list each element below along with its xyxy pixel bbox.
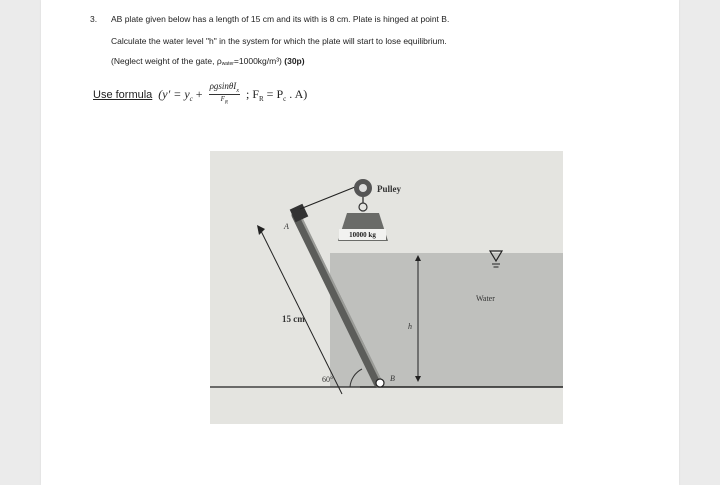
pulley-label: Pulley	[377, 184, 401, 194]
formula-sep: ; F	[242, 86, 259, 101]
gate-figure	[210, 151, 563, 424]
weight-label: 10000 kg	[349, 231, 376, 239]
formula-close: . A)	[286, 86, 308, 101]
point-a-label: A	[284, 222, 289, 231]
formula-open: (y′ = y	[158, 86, 190, 101]
angle-label: 60°	[322, 375, 334, 384]
formula-fr-sub: R	[259, 95, 264, 104]
point-b-label: B	[390, 374, 395, 383]
pulley-hub	[359, 184, 367, 192]
formula-eq: = P	[263, 86, 284, 101]
water-label: Water	[476, 294, 495, 303]
question-number: 3.	[90, 14, 98, 24]
question-line-1: AB plate given below has a length of 15 cm and its with is 8 cm. Plate is hinged at point B.	[111, 14, 450, 24]
question-line-3	[111, 56, 305, 67]
question-line-2: Calculate the water level "h" in the system for which the plate will start to lose equilibrium.	[111, 36, 447, 46]
formula-denominator: $F_R$	[220, 94, 228, 106]
line3-sub: water	[221, 61, 234, 67]
formula-plus: +	[192, 86, 206, 101]
h-label: h	[408, 322, 412, 331]
line3-mid: =1000kg/m³)	[233, 56, 282, 66]
formula-numerator: ρgsinθI$_x$	[209, 81, 239, 94]
formula-label: Use formula	[93, 88, 153, 101]
formula-pc-sub: c	[283, 95, 287, 104]
line3-prefix: (Neglect weight of the gate, ρ	[111, 56, 222, 66]
formula-sub-c: c	[189, 95, 193, 104]
length-label: 15 cm	[282, 314, 305, 324]
hinge-b	[376, 379, 384, 387]
formula-fraction	[209, 81, 240, 105]
formula	[93, 83, 307, 113]
water-body	[330, 253, 563, 387]
points-label: (30p)	[284, 56, 305, 66]
